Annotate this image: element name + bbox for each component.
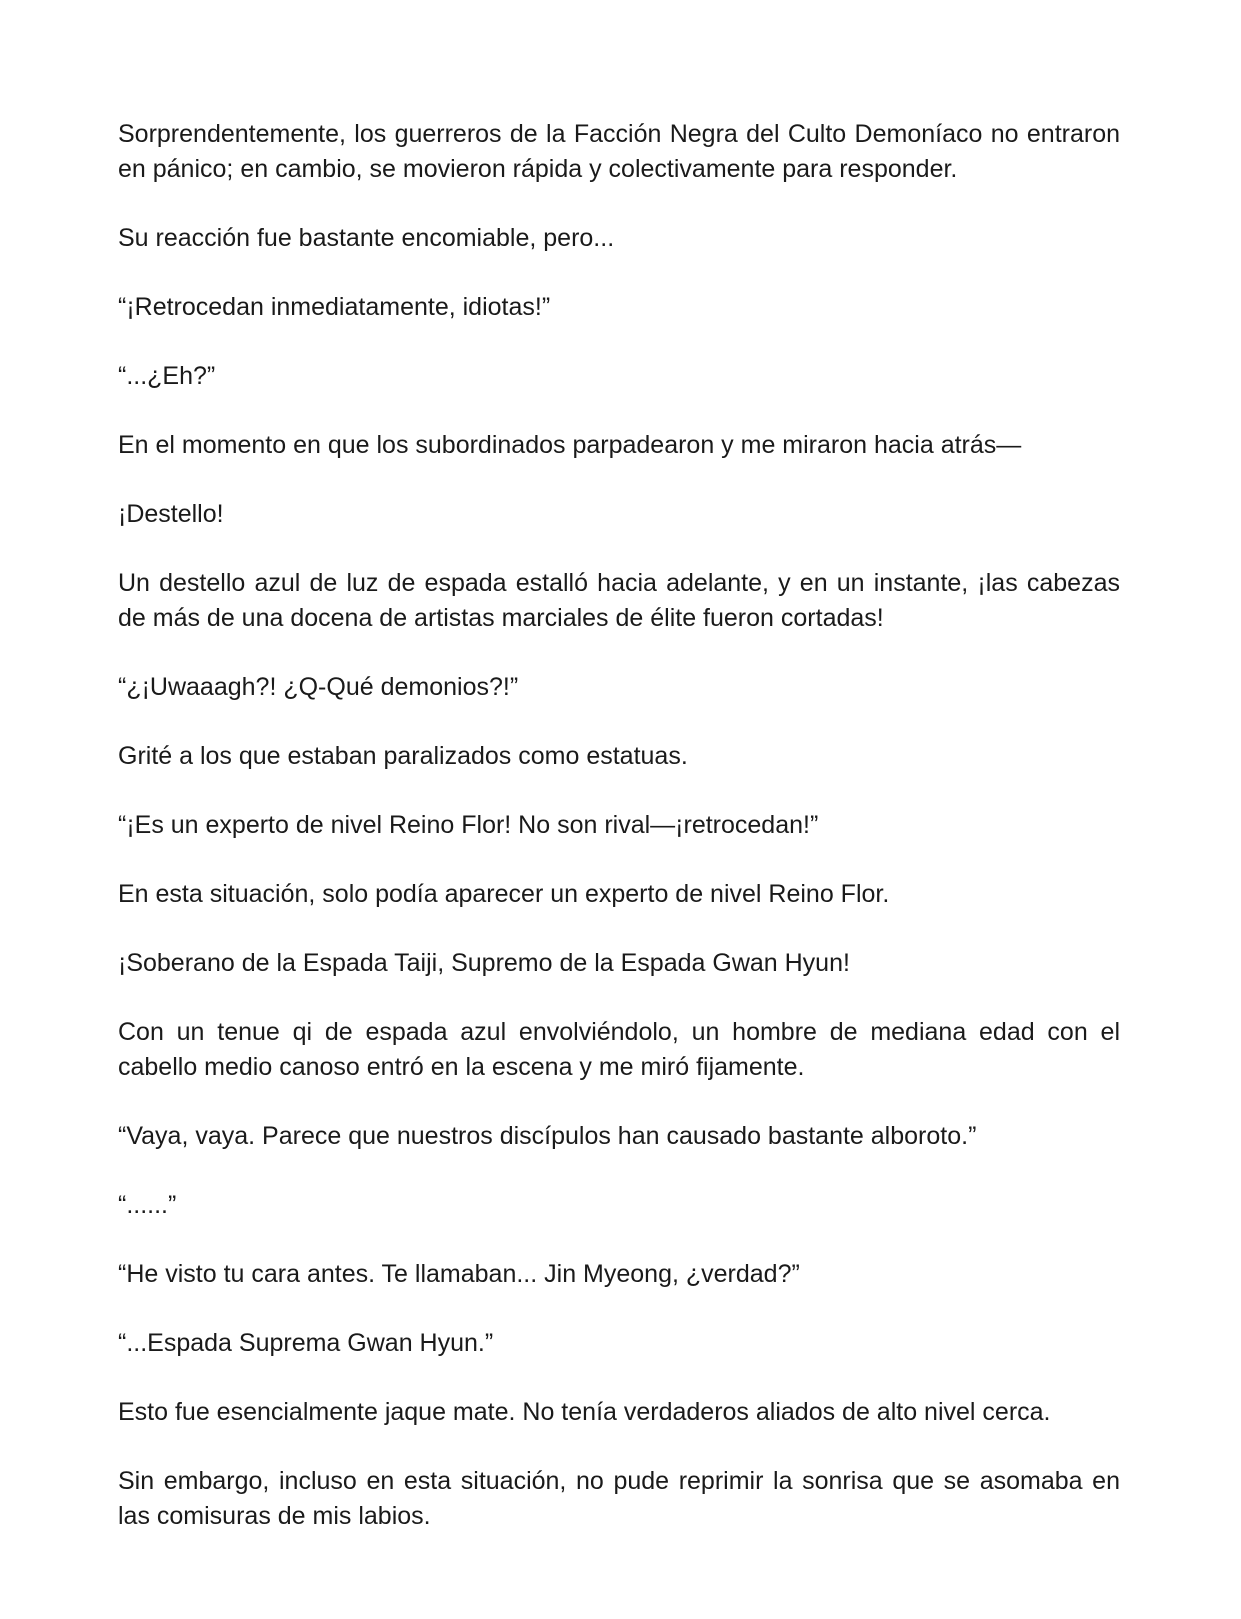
paragraph-14: “Vaya, vaya. Parece que nuestros discípulos han causado bastante alboroto.” — [118, 1122, 977, 1150]
paragraph-4: “...¿Eh?” — [118, 362, 216, 390]
paragraph-18: Esto fue esencialmente jaque mate. No tenía verdaderos aliados de alto nivel cerca. — [118, 1398, 1051, 1426]
paragraph-3: “¡Retrocedan inmediatamente, idiotas!” — [118, 293, 551, 321]
paragraph-19: Sin embargo, incluso en esta situación, no pude reprimir la sonrisa que se asomaba en las comisuras de mis labios. — [118, 1467, 1127, 1530]
document-body — [118, 117, 1127, 1568]
paragraph-11: En esta situación, solo podía aparecer un experto de nivel Reino Flor. — [118, 880, 890, 908]
paragraph-16: “He visto tu cara antes. Te llamaban... Jin Myeong, ¿verdad?” — [118, 1260, 800, 1288]
paragraph-6: ¡Destello! — [118, 500, 224, 528]
paragraph-13: Con un tenue qi de espada azul envolviéndolo, un hombre de mediana edad con el cabello medio canoso entró en la escena y me miró fijamente. — [118, 1018, 1127, 1081]
paragraph-12: ¡Soberano de la Espada Taiji, Supremo de la Espada Gwan Hyun! — [118, 949, 850, 977]
paragraph-10: “¡Es un experto de nivel Reino Flor! No son rival—¡retrocedan!” — [118, 811, 819, 839]
paragraph-7: Un destello azul de luz de espada estalló hacia adelante, y en un instante, ¡las cabezas de más de una docena de artistas marciales de élite fueron cortadas! — [118, 569, 1127, 632]
paragraph-8: “¿¡Uwaaagh?! ¿Q-Qué demonios?!” — [118, 673, 519, 701]
paragraph-2: Su reacción fue bastante encomiable, pero... — [118, 224, 615, 252]
paragraph-9: Grité a los que estaban paralizados como estatuas. — [118, 742, 688, 770]
paragraph-5: En el momento en que los subordinados parpadearon y me miraron hacia atrás— — [118, 431, 1022, 459]
paragraph-15: “......” — [118, 1191, 177, 1219]
paragraph-1: Sorprendentemente, los guerreros de la Facción Negra del Culto Demoníaco no entraron en pánico; en cambio, se movieron rápida y colectivamente para responder. — [118, 120, 1127, 183]
paragraph-17: “...Espada Suprema Gwan Hyun.” — [118, 1329, 494, 1357]
